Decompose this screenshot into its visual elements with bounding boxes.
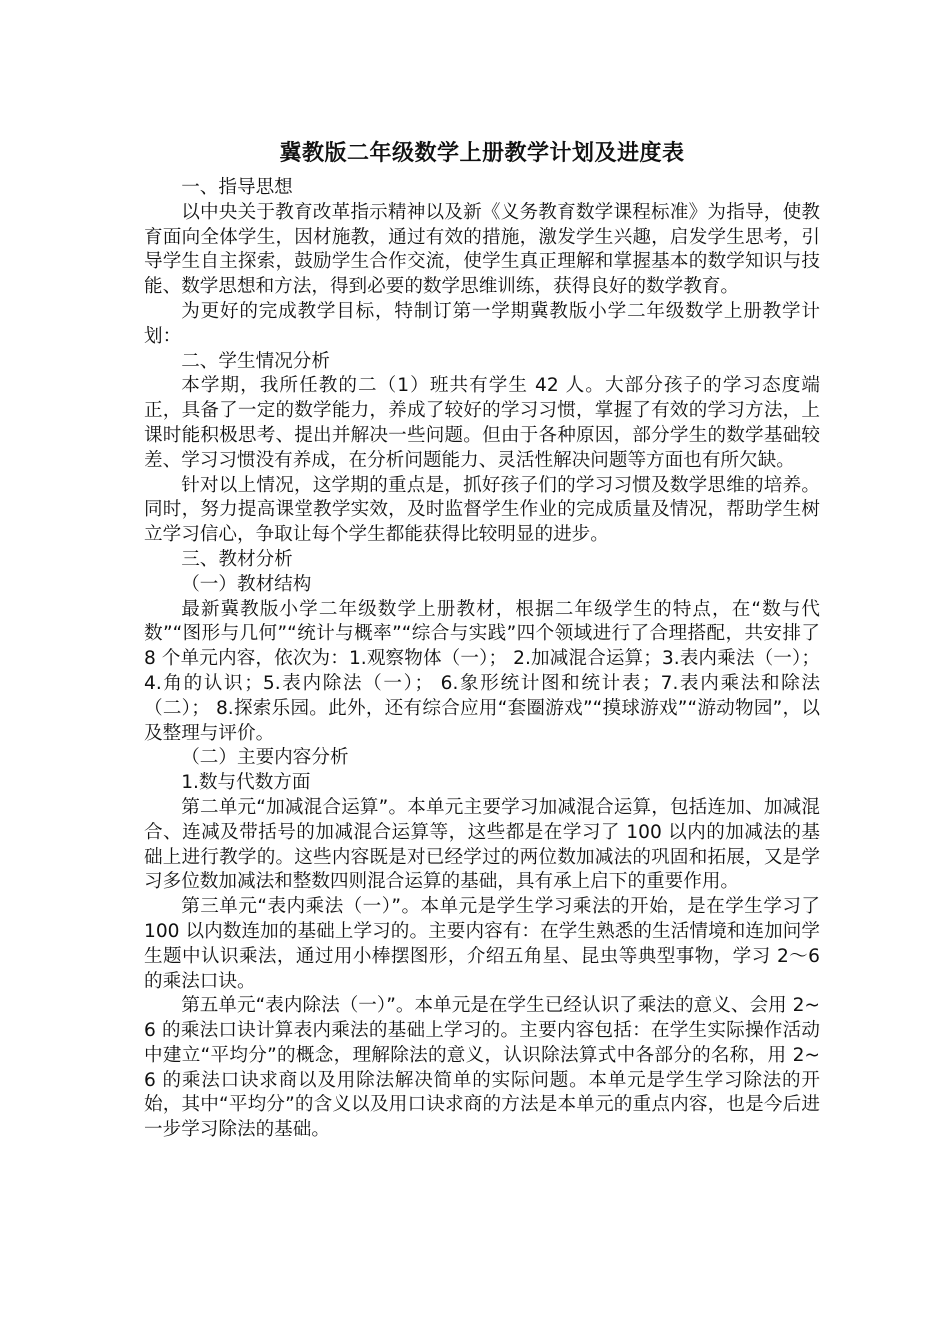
document-title: 冀教版二年级数学上册教学计划及进度表 (279, 141, 685, 166)
body-paragraph: 第三单元“表内乘法（一）”。本单元是学生学习乘法的开始，是在学生学习了 100 以内数连加的基础上学习的。主要内容有：在学生熟悉的生活情境和连加问学生题中认识乘法，通过用小棒摆图形，介绍五角星、昆虫等典型事物，学习 2～6 的乘法口诀。 (144, 896, 820, 992)
body-paragraph: 针对以上情况，这学期的重点是，抓好孩子们的学习习惯及数学思维的培养。同时，努力提高课堂教学实效，及时监督学生作业的完成质量及情况，帮助学生树立学习信心，争取让每个学生都能获得比较明显的进步。 (144, 474, 820, 546)
body-paragraph: 第二单元“加减混合运算”。本单元主要学习加减混合运算，包括连加、加减混合、连减及带括号的加减混合运算等，这些都是在学习了 100 以内的加减法的基础上进行教学的。这些内容既是对已经学过的两位数加减法的巩固和拓展，又是学习多位数加减法和整数四则混合运算的基础，具有承上启下的重要作用。 (144, 796, 820, 893)
subsection-heading-textbook-structure: （一）教材结构 (181, 573, 312, 595)
section-heading-student-analysis: 二、学生情况分析 (181, 350, 330, 372)
body-paragraph: 本学期，我所任教的二（1）班共有学生 42 人。大部分孩子的学习态度端正，具备了一定的数学能力，养成了较好的学习习惯，掌握了有效的学习方法，上课时能积极思考、提出并解决一些问题。但由于各种原因，部分学生的数学基础较差、学习习惯没有养成，在分析问题能力、灵活性解决问题等方面也有所欠缺。 (144, 375, 820, 471)
body-paragraph: 最新冀教版小学二年级数学上册教材，根据二年级学生的特点，在“数与代数”“图形与几何”“统计与概率”“综合与实践”四个领域进行了合理搭配，共安排了 8 个单元内容，依次为：1.观察物体（一）； 2.加减混合运算；3.表内乘法（一）； 4.角的认识；5.表内除法（一）； 6.象形统计图和统计表；7.表内乘法和除法（二）； 8.探索乐园。此外，还有综合应用“套圈游戏”“摸球游戏”“游动物园”，以及整理与评价。 (144, 598, 820, 744)
document-page (144, 138, 820, 1143)
body-paragraph: 以中央关于教育改革指示精神以及新《义务教育数学课程标准》为指导，使教育面向全体学生，因材施教，通过有效的措施，激发学生兴趣，启发学生思考，引导学生自主探索，鼓励学生合作交流，使学生真正理解和掌握基本的数学知识与技能、数学思想和方法，得到必要的数学思维训练，获得良好的数学教育。 (144, 201, 820, 298)
subsection-heading-main-content: （二）主要内容分析 (181, 747, 349, 769)
body-paragraph: 为更好的完成教学目标，特制订第一学期冀教版小学二年级数学上册教学计划： (144, 300, 820, 347)
subsection-heading-numbers-algebra: 1.数与代数方面 (181, 772, 311, 794)
body-paragraph: 第五单元“表内除法（一）”。本单元是在学生已经认识了乘法的意义、会用 2~6 的乘法口诀计算表内乘法的基础上学习的。主要内容包括：在学生实际操作活动中建立“平均分”的概念，理解除法的意义，认识除法算式中各部分的名称，用 2~6 的乘法口诀求商以及用除法解决简单的实际问题。本单元是学生学习除法的开始，其中“平均分”的含义以及用口诀求商的方法是本单元的重点内容，也是今后进一步学习除法的基础。 (144, 995, 820, 1141)
section-heading-guiding-ideology: 一、指导思想 (181, 177, 293, 198)
section-heading-textbook-analysis: 三、教材分析 (181, 548, 293, 570)
